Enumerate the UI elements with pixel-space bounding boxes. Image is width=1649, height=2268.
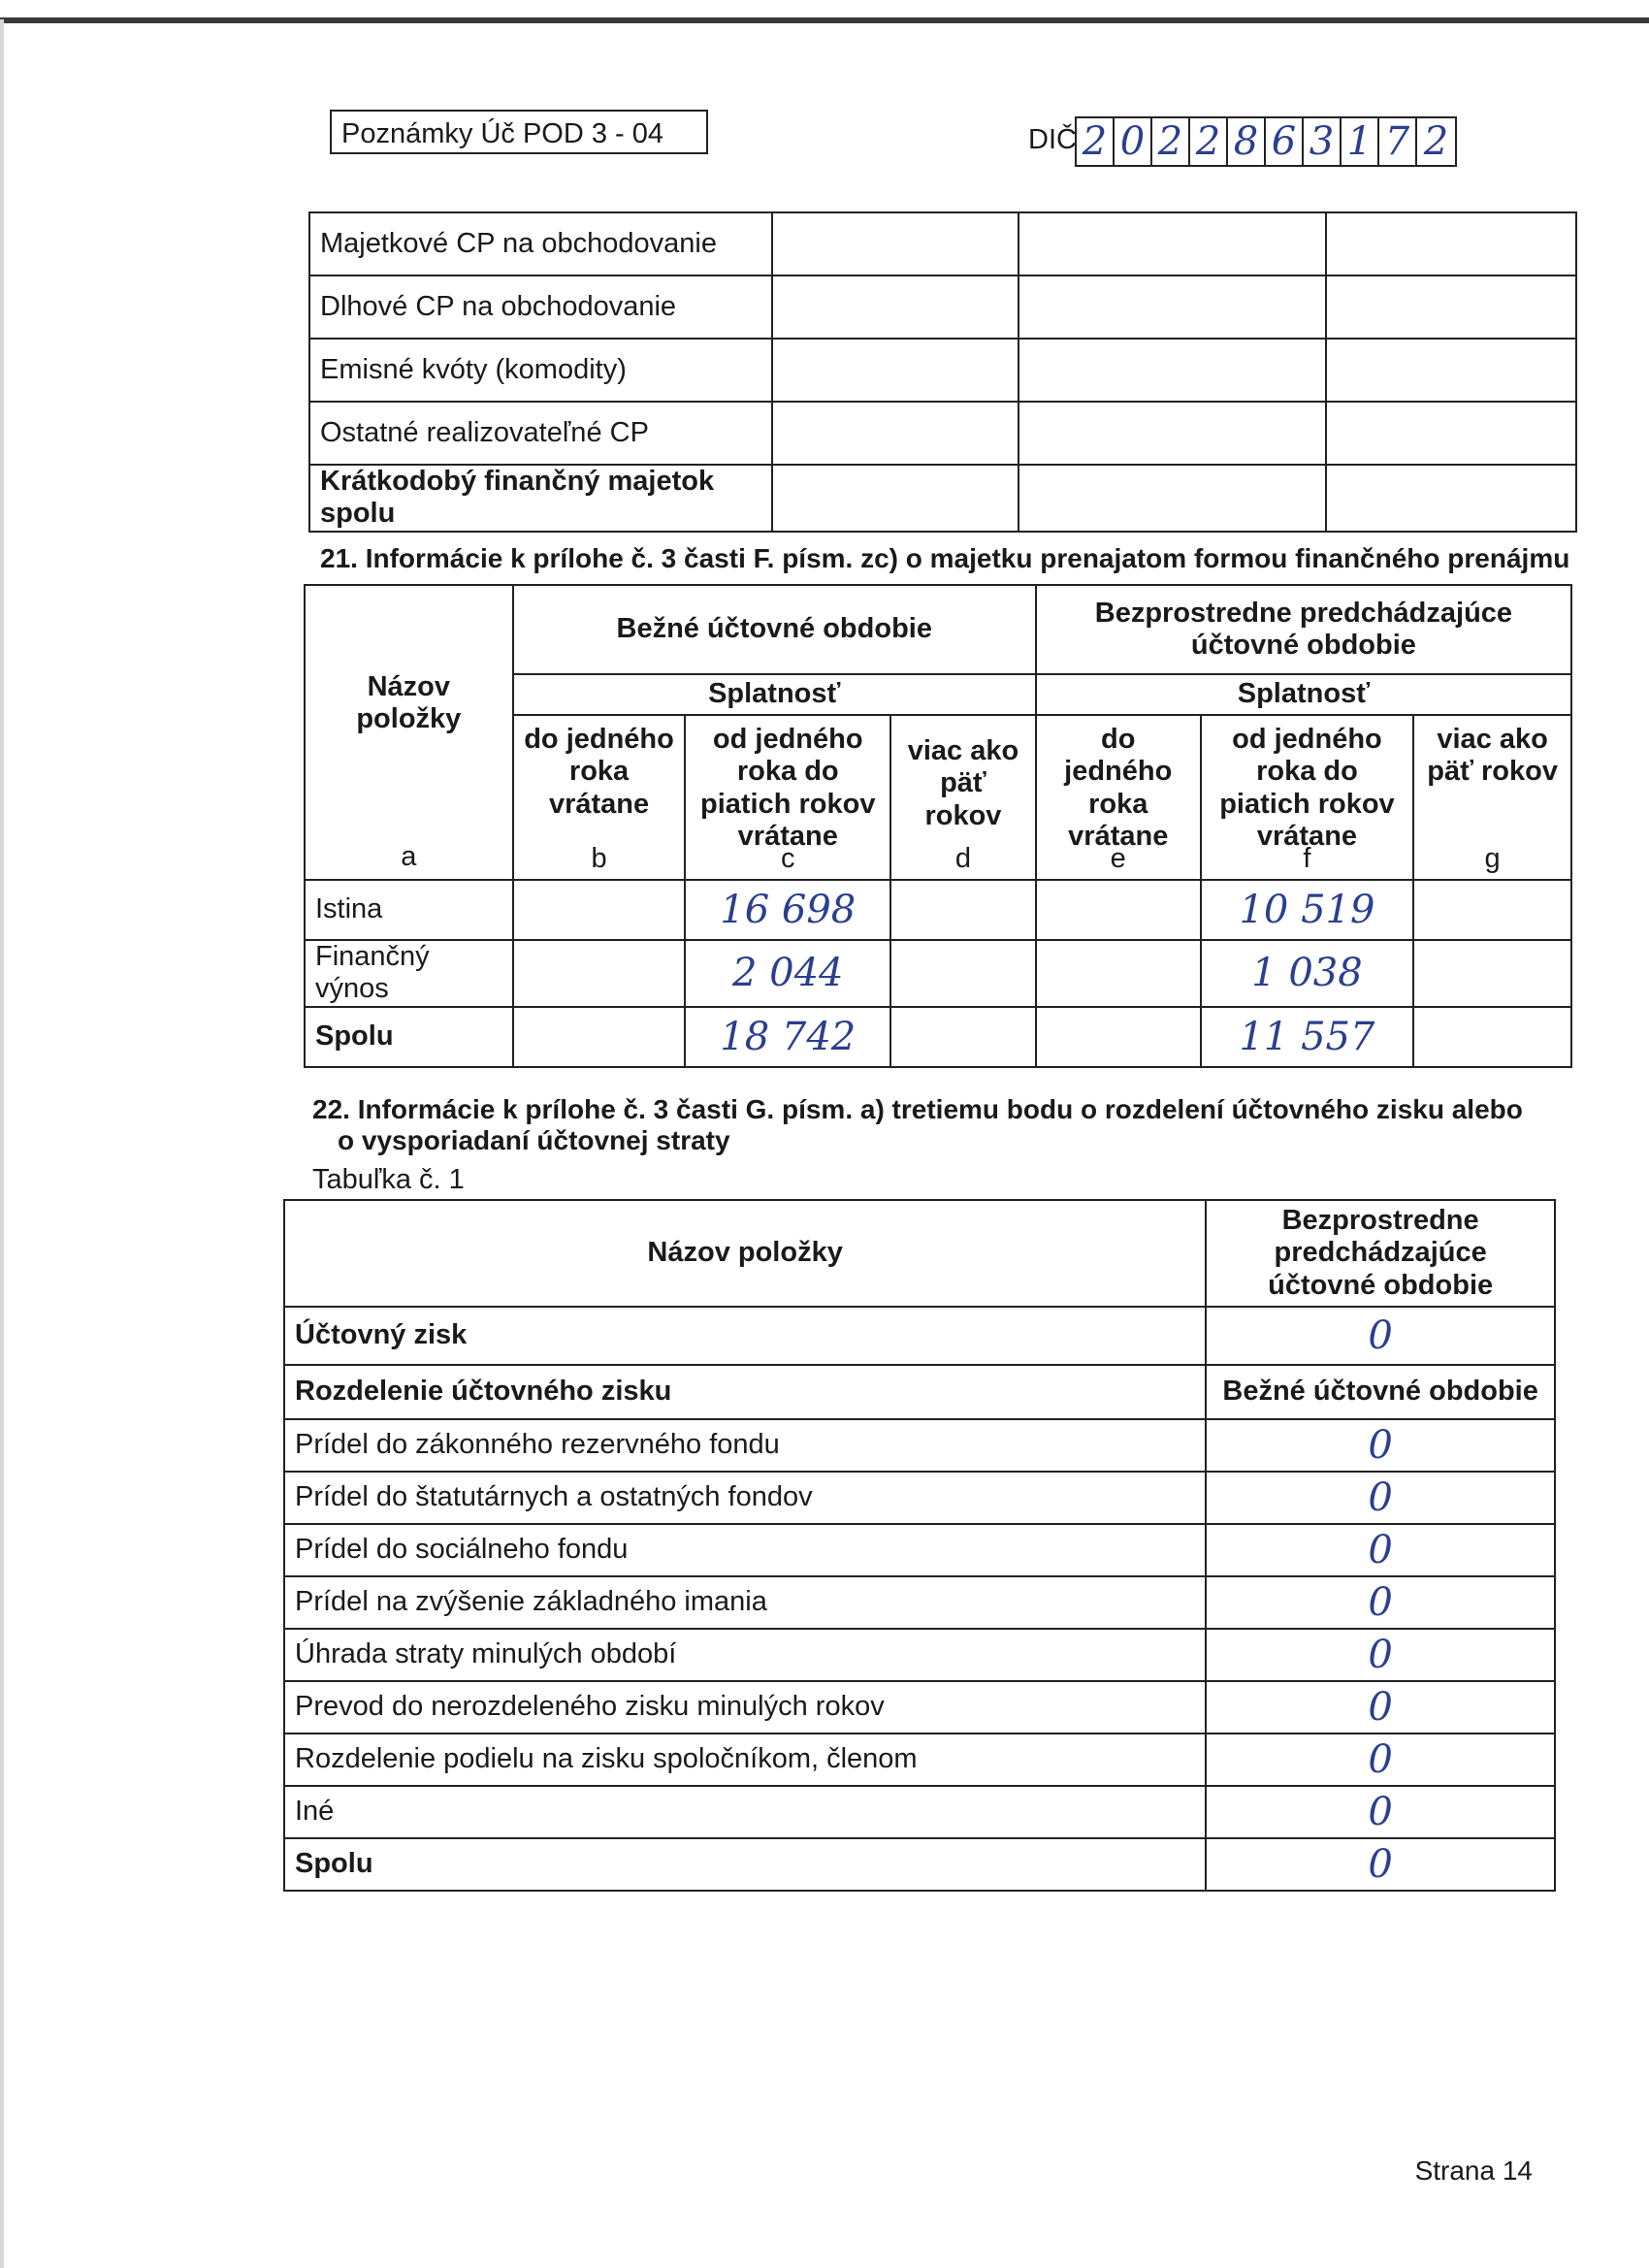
value-current: 0 bbox=[1206, 1524, 1555, 1576]
value-c: 18 742 bbox=[685, 1007, 890, 1067]
col-nazov-label: Názov položky bbox=[356, 671, 462, 735]
value-current: 0 bbox=[1206, 1472, 1555, 1524]
col-f-letter: f bbox=[1303, 842, 1311, 874]
value-total: 0 bbox=[1206, 1838, 1555, 1891]
profit-distribution-table bbox=[283, 1199, 1556, 1892]
row-label: Iné bbox=[284, 1786, 1206, 1838]
dic-digit: 7 bbox=[1379, 118, 1417, 165]
row-label: Účtovný zisk bbox=[284, 1307, 1206, 1365]
dic-digit: 3 bbox=[1304, 118, 1342, 165]
scan-left-edge bbox=[0, 19, 4, 2268]
row-label-total: Spolu bbox=[305, 1007, 513, 1067]
value-current: 0 bbox=[1206, 1629, 1555, 1681]
col-nazov-header bbox=[305, 585, 513, 880]
col-current-header: Bežné účtovné obdobie bbox=[1206, 1365, 1555, 1419]
value-f: 11 557 bbox=[1201, 1007, 1414, 1067]
col-d-label: viac ako päť rokov bbox=[907, 735, 1019, 831]
table-label: Tabuľka č. 1 bbox=[312, 1164, 465, 1195]
table-row bbox=[284, 1576, 1555, 1629]
table-row bbox=[284, 1365, 1555, 1419]
row-label: Prevod do nerozdeleného zisku minulých rokov bbox=[284, 1681, 1206, 1733]
table-row bbox=[284, 1419, 1555, 1472]
col-e-header bbox=[1036, 715, 1201, 880]
col-d-letter: d bbox=[954, 842, 972, 874]
finance-lease-table bbox=[304, 584, 1572, 1068]
table-row bbox=[309, 275, 1576, 339]
row-label-total: Krátkodobý finančný majetok spolu bbox=[309, 465, 772, 532]
value-c: 2 044 bbox=[685, 940, 890, 1007]
col-f-label: od jedného roka do piatich rokov vrátane bbox=[1219, 724, 1395, 853]
table-row bbox=[305, 1007, 1571, 1067]
dic-label: DIČ bbox=[1028, 124, 1077, 155]
col-e-letter: e bbox=[1110, 842, 1126, 874]
col-b-letter: b bbox=[591, 842, 607, 874]
table-row bbox=[284, 1629, 1555, 1681]
table-row bbox=[284, 1733, 1555, 1786]
col-g-label: viac ako päť rokov bbox=[1427, 724, 1558, 788]
table-row bbox=[284, 1786, 1555, 1838]
table-row bbox=[305, 880, 1571, 940]
table-row bbox=[309, 339, 1576, 402]
section-22-title bbox=[312, 1094, 1593, 1156]
col-g-header bbox=[1413, 715, 1571, 880]
row-label: Finančný výnos bbox=[305, 940, 513, 1007]
col-f-header bbox=[1201, 715, 1414, 880]
row-label: Ostatné realizovateľné CP bbox=[309, 402, 772, 465]
dic-digit: 1 bbox=[1342, 118, 1379, 165]
dic-digit: 2 bbox=[1423, 119, 1449, 164]
value-current: 0 bbox=[1206, 1733, 1555, 1786]
current-period-header: Bežné účtovné obdobie bbox=[513, 585, 1036, 674]
kfm-table bbox=[308, 211, 1577, 533]
table-row bbox=[284, 1472, 1555, 1524]
col-a-letter: a bbox=[401, 840, 417, 872]
table-row bbox=[284, 1524, 1555, 1576]
section-22-title-line1: 22. Informácie k prílohe č. 3 časti G. písm. a) tretiemu bodu o rozdelení účtovného zisku alebo bbox=[312, 1094, 1523, 1124]
col-d-header bbox=[890, 715, 1036, 880]
col-b-header bbox=[513, 715, 686, 880]
value-current: 0 bbox=[1206, 1681, 1555, 1733]
rozdelenie-header: Rozdelenie účtovného zisku bbox=[284, 1365, 1206, 1419]
value-current: 0 bbox=[1206, 1786, 1555, 1838]
row-label: Úhrada straty minulých období bbox=[284, 1629, 1206, 1681]
value-f: 1 038 bbox=[1201, 940, 1414, 1007]
value-current: 0 bbox=[1206, 1576, 1555, 1629]
row-label: Prídel na zvýšenie základného imania bbox=[284, 1576, 1206, 1629]
col-e-label: do jedného roka vrátane bbox=[1064, 724, 1173, 853]
table-row bbox=[309, 402, 1576, 465]
col-c-label: od jedného roka do piatich rokov vrátane bbox=[700, 724, 876, 853]
dic-digit: 2 bbox=[1152, 118, 1190, 165]
col-c-letter: c bbox=[781, 842, 795, 874]
table-row bbox=[284, 1681, 1555, 1733]
row-label-total: Spolu bbox=[284, 1838, 1206, 1891]
col-nazov-header: Názov položky bbox=[284, 1200, 1206, 1307]
splatnost-current: Splatnosť bbox=[513, 674, 1036, 715]
value-prev: 0 bbox=[1206, 1307, 1555, 1365]
section-22-title-line2: o vysporiadaní účtovnej straty bbox=[338, 1125, 730, 1156]
table-row bbox=[284, 1838, 1555, 1891]
row-label: Istina bbox=[305, 880, 513, 940]
previous-period-header: Bezprostredne predchádzajúce účtovné obdobie bbox=[1036, 585, 1571, 674]
page-number: Strana 14 bbox=[1414, 2155, 1533, 2186]
splatnost-previous: Splatnosť bbox=[1036, 674, 1571, 715]
dic-digit: 6 bbox=[1266, 118, 1304, 165]
col-g-letter: g bbox=[1484, 842, 1501, 874]
dic-grid bbox=[1075, 116, 1457, 167]
row-label: Prídel do zákonného rezervného fondu bbox=[284, 1419, 1206, 1472]
row-label: Prídel do štatutárnych a ostatných fondov bbox=[284, 1472, 1206, 1524]
table-row bbox=[305, 940, 1571, 1007]
value-current: 0 bbox=[1206, 1419, 1555, 1472]
value-c: 16 698 bbox=[685, 880, 890, 940]
col-prev-header: Bezprostredne predchádzajúce účtovné obdobie bbox=[1206, 1200, 1555, 1307]
scan-top-edge bbox=[0, 12, 1649, 25]
dic-digit: 8 bbox=[1228, 118, 1266, 165]
dic-digit: 2 bbox=[1190, 118, 1228, 165]
table-row bbox=[284, 1307, 1555, 1365]
value-f: 10 519 bbox=[1201, 880, 1414, 940]
col-c-header bbox=[685, 715, 890, 880]
table-row bbox=[309, 465, 1576, 532]
row-label: Rozdelenie podielu na zisku spoločníkom, členom bbox=[284, 1733, 1206, 1786]
form-label: Poznámky Úč POD 3 - 04 bbox=[330, 110, 708, 154]
row-label: Prídel do sociálneho fondu bbox=[284, 1524, 1206, 1576]
dic-digit: 0 bbox=[1115, 118, 1152, 165]
col-b-label: do jedného roka vrátane bbox=[524, 724, 674, 820]
row-label: Dlhové CP na obchodovanie bbox=[309, 275, 772, 339]
section-21-title: 21. Informácie k prílohe č. 3 časti F. písm. zc) o majetku prenajatom formou finančného prenájmu bbox=[320, 543, 1570, 573]
row-label: Emisné kvóty (komodity) bbox=[309, 339, 772, 402]
dic-digit: 2 bbox=[1077, 118, 1115, 165]
table-row bbox=[309, 212, 1576, 275]
row-label: Majetkové CP na obchodovanie bbox=[309, 212, 772, 275]
